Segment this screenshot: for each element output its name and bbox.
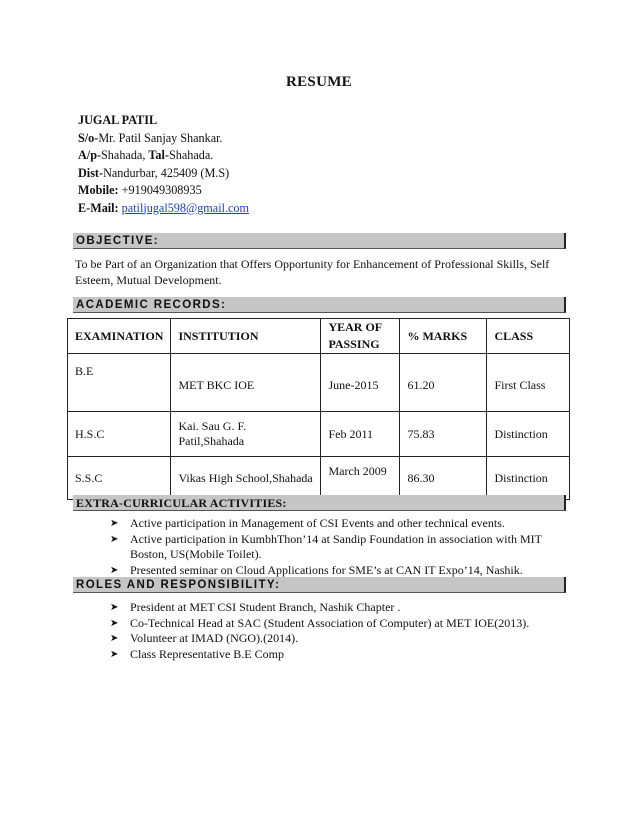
address-line (78, 147, 249, 165)
name-line (78, 112, 249, 130)
header-examination: EXAMINATION (68, 319, 171, 354)
cell-marks: 75.83 (400, 412, 487, 457)
parent-label: S/o- (78, 130, 99, 145)
list-item-text: President at MET CSI Student Branch, Nashik Chapter . (130, 600, 401, 614)
cell-marks (400, 354, 487, 412)
objective-heading: OBJECTIVE: (73, 233, 566, 249)
list-item (110, 600, 570, 616)
mobile-label: Mobile: (78, 183, 119, 197)
cell-institution-text: MET BKC IOE (178, 378, 255, 392)
cell-class: Distinction (487, 457, 570, 500)
academic-heading: ACADEMIC RECORDS: (73, 297, 566, 313)
list-item (110, 563, 570, 579)
cell-year-text: March 2009 (328, 463, 387, 478)
cell-institution: Vikas High School,Shahada (171, 457, 321, 500)
arrowhead-bullet-icon: ➤ (110, 533, 119, 545)
candidate-name: JUGAL PATIL (78, 113, 158, 127)
cell-year (321, 354, 400, 412)
cell-year (321, 457, 400, 500)
mobile-line (78, 182, 249, 200)
extra-list (110, 516, 570, 578)
list-item (110, 647, 570, 663)
district-line (78, 165, 249, 183)
cell-marks: 86.30 (400, 457, 487, 500)
list-item (110, 631, 570, 647)
page-title: RESUME (286, 74, 352, 90)
arrowhead-bullet-icon: ➤ (110, 602, 119, 613)
list-item (110, 532, 570, 563)
list-item (110, 516, 570, 532)
cell-institution (171, 354, 321, 412)
arrowhead-bullet-icon: ➤ (110, 564, 119, 576)
header-marks: % MARKS (400, 319, 487, 354)
taluka-label: Tal- (148, 148, 169, 162)
email-label: E-Mail: (78, 200, 119, 215)
academic-table (67, 318, 570, 500)
cell-year-text: June-2015 (328, 378, 379, 392)
cell-marks-text: 61.20 (407, 378, 435, 392)
cell-institution: Kai. Sau G. F. Patil,Shahada (171, 412, 321, 457)
list-item-text: Active participation in KumbhThon’14 at Sandip Foundation in association with MIT Boston, US(Mobile Toilet). (130, 531, 542, 561)
table-row (68, 457, 570, 500)
extra-heading: EXTRA-CURRICULAR ACTIVITIES: (73, 495, 566, 511)
district-label: Dist- (78, 165, 104, 180)
arrowhead-bullet-icon: ➤ (110, 648, 119, 660)
cell-class-text: First Class (494, 378, 546, 392)
address-value: Shahada, (101, 148, 149, 162)
list-item-text: Co-Technical Head at SAC (Student Association of Computer) at MET IOE(2013). (130, 615, 530, 630)
address-label: A/p- (78, 148, 102, 162)
cell-examination: S.S.C (68, 457, 171, 500)
arrowhead-bullet-icon: ➤ (110, 633, 119, 644)
cell-year: Feb 2011 (321, 412, 400, 457)
list-item-text: Active participation in Management of CSI Events and other technical events. (130, 516, 505, 530)
arrowhead-bullet-icon: ➤ (110, 617, 119, 629)
list-item-text: Class Representative B.E Comp (130, 646, 284, 661)
header-year: YEAR OF PASSING (321, 319, 400, 354)
list-item (110, 616, 570, 632)
table-header-row (68, 319, 570, 354)
roles-heading: ROLES AND RESPONSIBILITY: (73, 577, 566, 593)
cell-examination: B.E (68, 354, 171, 412)
parent-line (78, 130, 249, 148)
cell-examination: H.S.C (68, 412, 171, 457)
email-line (78, 200, 249, 218)
roles-list (110, 600, 570, 662)
district-value: Nandurbar, 425409 (M.S) (103, 165, 230, 180)
list-item-text: Volunteer at IMAD (NGO).(2014). (130, 631, 299, 645)
cell-class (487, 354, 570, 412)
taluka-value: Shahada. (168, 148, 214, 162)
email-link[interactable]: patiljugal598@gmail.com (121, 200, 249, 215)
list-item-text: Presented seminar on Cloud Applications for SME’s at CAN IT Expo’14, Nashik. (130, 562, 523, 577)
mobile-value: +919049308935 (118, 183, 202, 197)
parent-value: Mr. Patil Sanjay Shankar. (98, 130, 223, 145)
contact-block (78, 112, 249, 217)
cell-class: Distinction (487, 412, 570, 457)
table-row (68, 354, 570, 412)
objective-text: To be Part of an Organization that Offers Opportunity for Enhancement of Professional Skills, Self Esteem, Mutual Development. (75, 257, 550, 287)
header-institution: INSTITUTION (171, 319, 321, 354)
arrowhead-bullet-icon: ➤ (110, 518, 119, 529)
header-class: CLASS (487, 319, 570, 354)
table-row (68, 412, 570, 457)
